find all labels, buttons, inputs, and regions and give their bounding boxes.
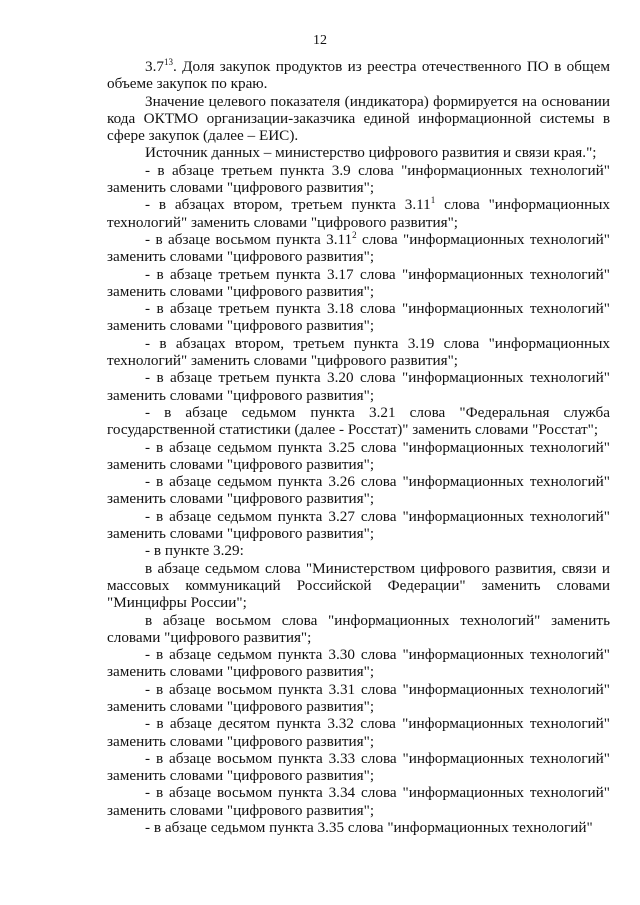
amendment-item: - в абзаце восьмом пункта 3.11$^2$ слова "информационных технологий" заменить словами "цифрового развития";: [107, 229, 610, 266]
amendment-item: - в абзаце третьем пункта 3.17 слова "информационных технологий" заменить словами "цифрового развития";: [107, 265, 610, 300]
superscript-index: 2: [352, 229, 357, 240]
amendment-item: - в пункте 3.29:: [145, 542, 244, 560]
amendment-item: - в абзаце третьем пункта 3.9 слова "информационных технологий" заменить словами "цифрового развития";: [107, 161, 610, 197]
amendment-item: - в абзаце третьем пункта 3.20 слова "информационных технологий" заменить словами "цифрового развития";: [107, 369, 610, 404]
paragraph: Источник данных – министерство цифрового развития и связи края.";: [145, 144, 597, 162]
page-number: 12: [313, 33, 327, 48]
amendment-item: - в абзаце восьмом пункта 3.33 слова "информационных технологий" заменить словами "цифрового развития";: [107, 749, 610, 785]
amendment-subitem: в абзаце восьмом слова "информационных технологий" заменить словами "цифрового развития";: [107, 611, 610, 646]
amendment-item: - в абзаце седьмом пункта 3.27 слова "информационных технологий" заменить словами "цифрового развития";: [107, 507, 610, 543]
amendment-item: - в абзаце седьмом пункта 3.26 слова "информационных технологий" заменить словами "цифрового развития";: [107, 473, 610, 508]
amendment-subitem: в абзаце седьмом слова "Министерством цифрового развития, связи и массовых коммуникаций Российской Федерации" заменить словами "Минцифры России";: [107, 559, 610, 612]
amendment-item: - в абзаце седьмом пункта 3.25 слова "информационных технологий" заменить словами "цифрового развития";: [107, 438, 610, 473]
paragraph: Значение целевого показателя (индикатора) формируется на основании кода ОКТМО организации-заказчика единой информационной системы в сфере закупок (далее – ЕИС).: [107, 92, 610, 145]
superscript-index: 1: [430, 195, 436, 206]
amendment-item: - в абзаце седьмом пункта 3.35 слова "информационных технологий": [145, 819, 593, 837]
amendment-item: - в абзацах втором, третьем пункта 3.11$^1$ слова "информационных технологий" заменить словами "цифрового развития";: [107, 195, 610, 231]
amendment-item: - в абзаце седьмом пункта 3.21 слова "Федеральная служба государственной статистики (далее - Росстат)" заменить словами "Росстат";: [107, 403, 610, 439]
amendment-item: - в абзаце седьмом пункта 3.30 слова "информационных технологий" заменить словами "цифрового развития";: [107, 646, 610, 681]
paragraph-indicator-3-7: $3.7^{13}$. Доля закупок продуктов из реестра отечественного ПО в общем объеме закупок по краю.: [107, 57, 610, 93]
footnote-ref: 13: [163, 57, 173, 67]
amendment-item: - в абзаце восьмом пункта 3.34 слова "информационных технологий" заменить словами "цифрового развития";: [107, 784, 610, 819]
document-body: [107, 58, 610, 836]
amendment-item: - в абзаце третьем пункта 3.18 слова "информационных технологий" заменить словами "цифрового развития";: [107, 300, 610, 335]
amendment-item: - в абзаце десятом пункта 3.32 слова "информационных технологий" заменить словами "цифрового развития";: [107, 715, 610, 750]
amendment-item: - в абзацах втором, третьем пункта 3.19 слова "информационных технологий" заменить словами "цифрового развития";: [107, 334, 610, 370]
amendment-item: - в абзаце восьмом пункта 3.31 слова "информационных технологий" заменить словами "цифрового развития";: [107, 680, 610, 715]
